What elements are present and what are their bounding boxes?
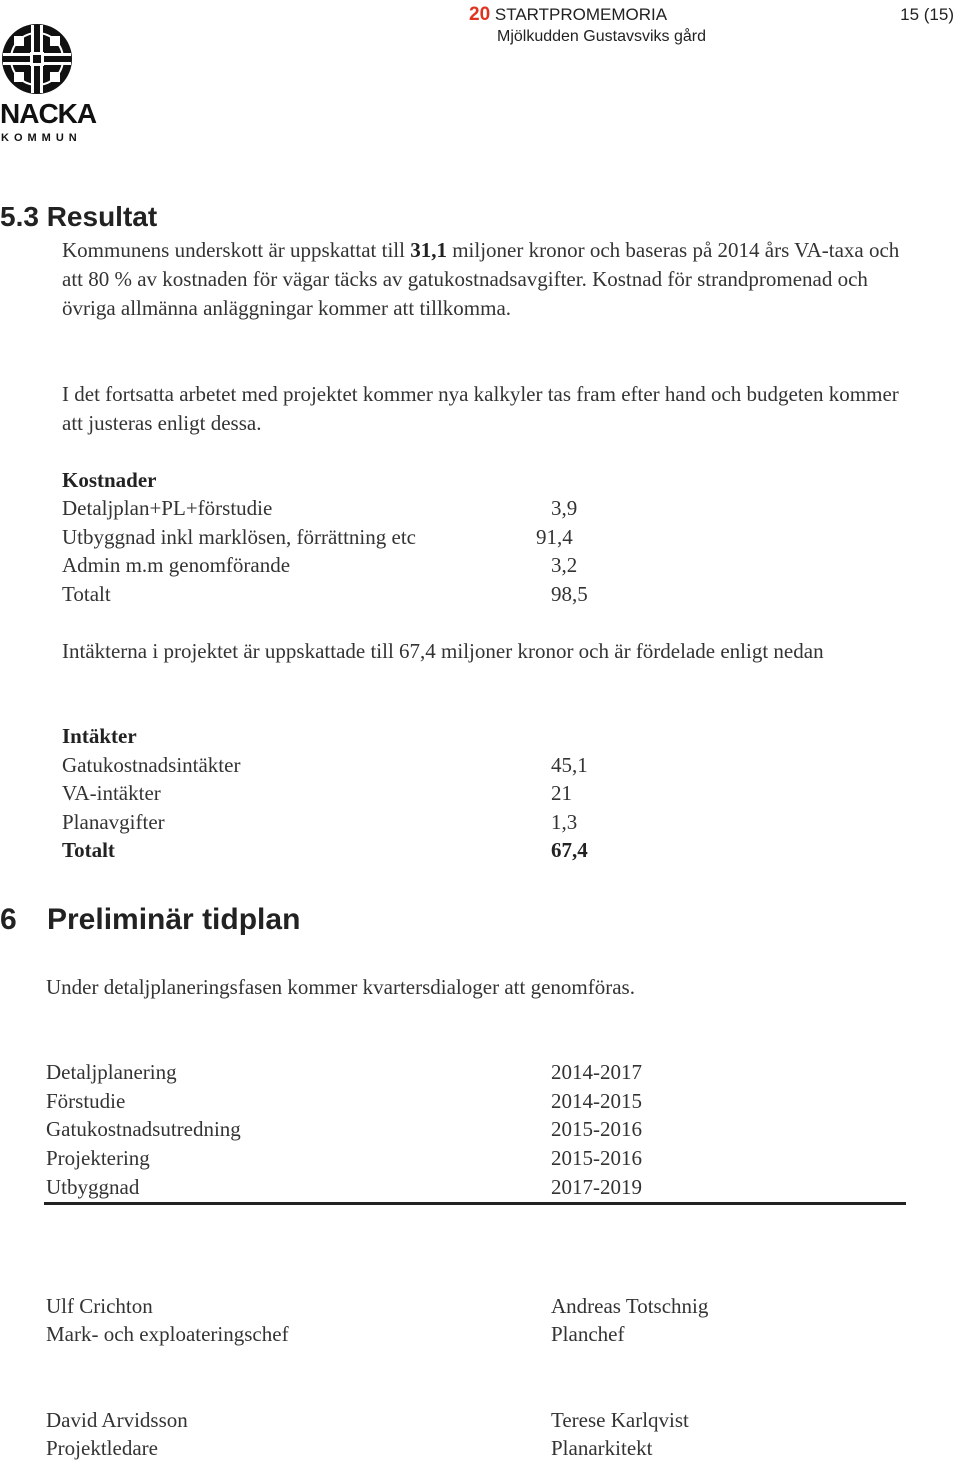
timeline-intro: Under detaljplaneringsfasen kommer kvartersdialoger att genomföras. <box>46 975 635 999</box>
cost-label: Utbyggnad inkl marklösen, förrättning etc <box>62 525 416 549</box>
signature-name: Terese Karlqvist <box>551 1408 689 1432</box>
deficit-amount: 31,1 <box>410 238 447 262</box>
document-number: 20 <box>469 4 491 25</box>
page-indicator: 15 (15) <box>900 5 954 24</box>
timeline-phase: Utbyggnad <box>46 1175 140 1199</box>
revenue-label: VA-intäkter <box>62 781 161 805</box>
cost-label: Detaljplan+PL+förstudie <box>62 496 273 520</box>
cost-total-row <box>62 580 662 608</box>
signature-title: Mark- och exploateringschef <box>46 1322 289 1346</box>
section-title: Preliminär tidplan <box>47 903 301 936</box>
revenue-value: 45,1 <box>551 753 588 777</box>
revenue-total-value: 67,4 <box>551 838 588 862</box>
timeline-phase: Detaljplanering <box>46 1060 177 1084</box>
revenue-value: 21 <box>551 781 572 805</box>
cost-value: 3,9 <box>551 496 578 520</box>
cost-row <box>62 523 662 551</box>
signature-name: Andreas Totschnig <box>551 1294 709 1318</box>
revenue-row <box>62 808 662 836</box>
timeline-years: 2014-2017 <box>551 1060 642 1084</box>
cost-value: 91,4 <box>536 525 573 549</box>
signature-title: Projektledare <box>46 1436 158 1460</box>
nacka-logo <box>0 22 102 144</box>
cost-row <box>62 551 662 579</box>
timeline-years: 2014-2015 <box>551 1089 642 1113</box>
cost-value: 3,2 <box>551 553 578 577</box>
revenue-value: 1,3 <box>551 810 578 834</box>
timeline-phase: Projektering <box>46 1146 150 1170</box>
timeline-row <box>46 1058 746 1086</box>
revenue-total-row <box>62 836 662 864</box>
timeline-years: 2015-2016 <box>551 1117 642 1141</box>
table-divider <box>44 1202 906 1205</box>
cost-row <box>62 494 662 522</box>
logo-subtitle: KOMMUN <box>1 132 82 144</box>
logo-wordmark: NACKA <box>0 98 97 129</box>
cost-label: Totalt <box>62 582 111 606</box>
timeline-row <box>46 1087 746 1115</box>
signature-title: Planchef <box>551 1322 625 1346</box>
section-heading-resultat: 5.3 Resultat <box>0 201 158 232</box>
revenue-row <box>62 779 662 807</box>
document-type: STARTPROMEMORIA <box>494 5 668 24</box>
timeline-phase: Gatukostnadsutredning <box>46 1117 241 1141</box>
revenue-row <box>62 751 662 779</box>
result-text-after: miljoner kronor och baseras på 2014 års VA-taxa och att 80 % av kostnaden för vägar täcks av gatukostnadsavgifter. Kostnad för strandpromenad och övriga allmänna anläggningar kommer att tillkomma. <box>62 238 900 320</box>
revenue-paragraph: Intäkterna i projektet är uppskattade till 67,4 miljoner kronor och är fördelade enligt nedan <box>62 639 824 663</box>
signature-name: David Arvidsson <box>46 1408 188 1432</box>
nacka-crest-icon <box>0 22 74 96</box>
revenue-label: Planavgifter <box>62 810 165 834</box>
revenues-heading: Intäkter <box>62 724 137 748</box>
revenue-total-label: Totalt <box>62 838 115 862</box>
cost-value: 98,5 <box>551 582 588 606</box>
cost-label: Admin m.m genomförande <box>62 553 291 577</box>
budget-paragraph: I det fortsatta arbetet med projektet kommer nya kalkyler tas fram efter hand och budgeten kommer att justeras enligt dessa. <box>62 382 899 435</box>
project-name: Mjölkudden Gustavsviks gård <box>497 28 706 45</box>
timeline-row <box>46 1173 746 1201</box>
signature-title: Planarkitekt <box>551 1436 653 1460</box>
timeline-years: 2017-2019 <box>551 1175 642 1199</box>
timeline-years: 2015-2016 <box>551 1146 642 1170</box>
section-number: 6 <box>0 903 17 936</box>
signature-name: Ulf Crichton <box>46 1294 153 1318</box>
timeline-phase: Förstudie <box>46 1089 126 1113</box>
revenue-label: Gatukostnadsintäkter <box>62 753 241 777</box>
document-type-header <box>469 4 667 26</box>
costs-heading: Kostnader <box>62 468 157 492</box>
result-text-before: Kommunens underskott är uppskattat till <box>62 238 411 262</box>
timeline-row <box>46 1115 746 1143</box>
timeline-row <box>46 1144 746 1172</box>
result-paragraph <box>62 236 902 323</box>
